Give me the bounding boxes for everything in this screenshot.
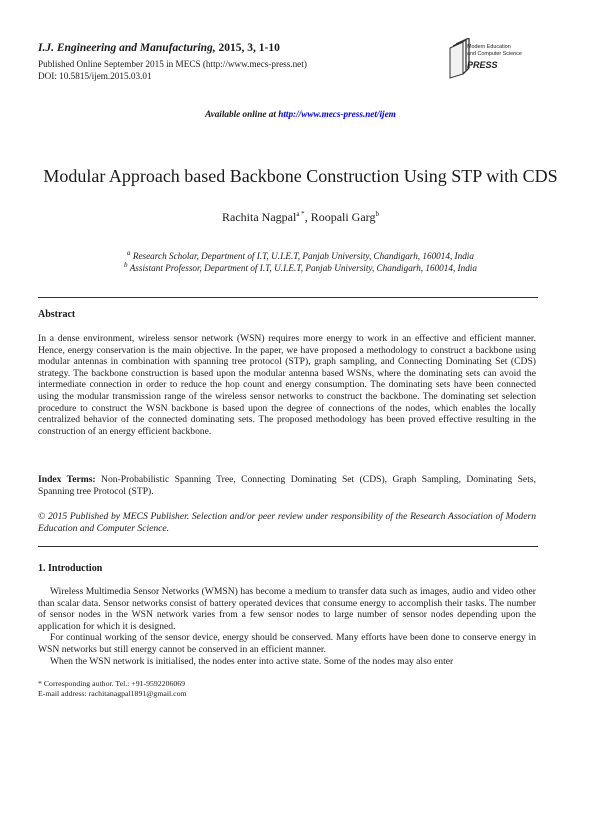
author-1: Rachita Nagpal [222, 210, 297, 224]
logo-text [467, 44, 522, 57]
logo-line-1: Modern Education [467, 44, 511, 50]
available-online [0, 109, 601, 119]
abstract-body [38, 333, 536, 437]
published-line: Published Online September 2015 in MECS (http://www.mecs-press.net) [38, 59, 307, 69]
available-prefix: Available online at [205, 109, 276, 119]
doi-line: DOI: 10.5815/ijem.2015.03.01 [38, 71, 152, 81]
logo-press: PRESS [467, 60, 498, 70]
abstract-text: In a dense environment, wireless sensor network (WSN) requires more energy to work in an effective and efficient manner. Hence, energy conservation is the main objective. In the paper, we have proposed a methodology to construct a backbone using modular antennas in combination with spanning tree protocol (STP), graph sampling, and Connecting Dominating Set (CDS) strategy. The backbone construction is based upon the modular antenna based WSNs, where the dominating sets can avoid the intermediate connection in order to reduce the hop count and energy consumption. The dominating sets have been connected using the modular transmission range of the wireless sensor networks to construct the backbone. The dominating set selection procedure to construct the WSN backbone is based upon the degree of connections of the nodes, which enables the locally centralized behavior of the connected dominating sets. The proposed methodology has been proved effective resulting in the construction of an energy efficient backbone. [38, 333, 536, 437]
journal-header [38, 42, 280, 54]
introduction-heading: 1. Introduction [38, 563, 103, 574]
divider-bottom [38, 546, 538, 547]
publisher-logo [447, 36, 567, 82]
index-terms-text: Non-Probabilistic Spanning Tree, Connecting Dominating Set (CDS), Graph Sampling, Dominating Sets, Spanning tree Protocol (STP). [38, 474, 536, 497]
author-1-sup: a * [296, 210, 305, 218]
logo-line-2: and Computer Science [467, 50, 522, 57]
author-email: E-mail address: rachitanagpal1891@gmail.com [38, 689, 187, 698]
affiliation-a [0, 248, 601, 261]
copyright-notice [38, 511, 536, 534]
divider-top [38, 297, 538, 298]
introduction-body [38, 586, 536, 667]
affiliation-b [0, 260, 601, 273]
affiliation-b-sup: b [124, 260, 128, 269]
abstract-heading: Abstract [38, 309, 76, 320]
footnote [38, 679, 187, 699]
affiliation-a-text: Research Scholar, Department of I.T, U.I.E.T, Panjab University, Chandigarh, 160014, India [132, 251, 474, 261]
author-separator: , [304, 210, 308, 224]
index-terms [38, 474, 536, 497]
journal-link[interactable]: http://www.mecs-press.net/ijem [278, 109, 396, 119]
paper-title: Modular Approach based Backbone Construction Using STP with CDS [43, 166, 558, 186]
affiliation-a-sup: a [127, 248, 131, 257]
journal-name: I.J. Engineering and Manufacturing, [38, 42, 216, 54]
author-2: Roopali Garg [310, 210, 376, 224]
intro-paragraph-2: For continual working of the sensor device, energy should be conserved. Many efforts have been done to conserve energy in WSN networks but still energy cannot be conserved in an efficient manner. [38, 632, 536, 655]
corresponding-author: * Corresponding author. Tel.: +91-9592206069 [38, 679, 186, 688]
intro-paragraph-3: When the WSN network is initialised, the nodes enter into active state. Some of the nodes may also enter [50, 655, 454, 667]
author-line [0, 210, 601, 225]
author-2-sup: b [375, 210, 379, 218]
index-terms-label: Index Terms: [38, 474, 96, 485]
journal-volume: 2015, 3, 1-10 [218, 42, 280, 54]
intro-paragraph-1: Wireless Multimedia Sensor Networks (WMSN) has become a medium to transfer data such as images, audio and video other than scalar data. Sensor networks consist of battery operated devices that consume energy to accomplish their tasks. The number of sensor nodes in the WSN network varies from a few sensor nodes to large number of sensor nodes depending upon the application for which it is designed. [38, 586, 536, 632]
affiliation-b-text: Assistant Professor, Department of I.T, U.I.E.T, Panjab University, Chandigarh, 160014, India [129, 263, 477, 273]
copyright-text: © 2015 Published by MECS Publisher. Selection and/or peer review under responsibility of the Research Association of Modern Education and Computer Science. [38, 511, 536, 534]
